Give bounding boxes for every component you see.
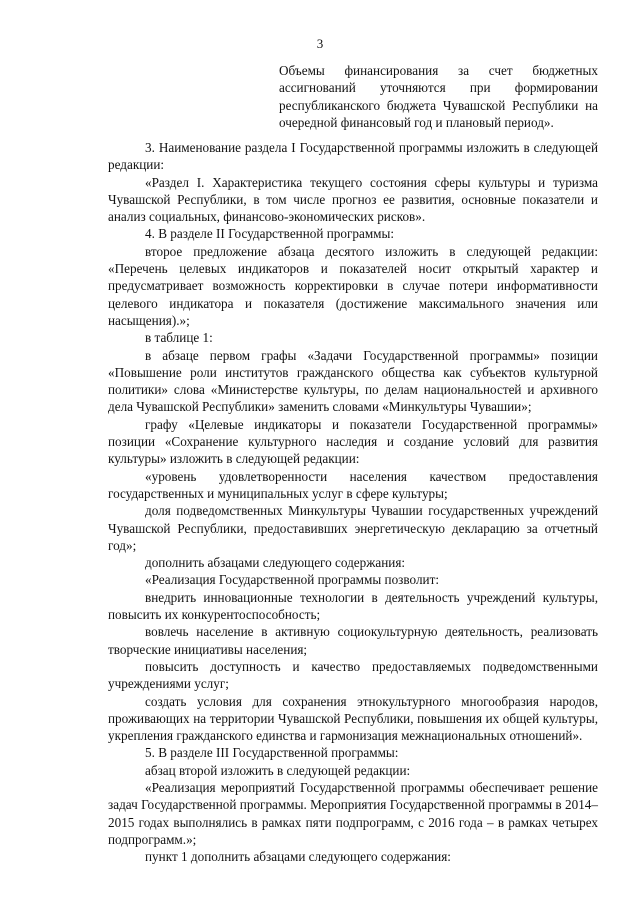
paragraph: в таблице 1: (145, 330, 213, 346)
paragraph: дополнить абзацами следующего содержания: (145, 555, 406, 571)
paragraph: «Реализация Государственной программы позволит: (145, 572, 440, 588)
page-number: 3 (316, 36, 324, 51)
paragraph: графу «Целевые индикаторы и показатели Государственной программы» позиции «Сохранение культурного наследия и создание условий для развития культуры» изложить в следующей редакции: (108, 416, 598, 467)
paragraph: «Реализация мероприятий Государственной программы обеспечивает решение задач Государственной программы. Мероприятия Государственной программы в 2014–2015 годах выполнялись в рамках пяти подпрограмм, с 2016 года – в рамках четырех подпрограмм.»; (108, 779, 598, 847)
paragraph: «уровень удовлетворенности населения качеством предоставления государственных и муниципальных услуг в сфере культуры; (108, 468, 598, 501)
paragraph: в абзаце первом графы «Задачи Государственной программы» позиции «Повышение роли институтов гражданского общества как субъектов культурной политики» слова «Министерстве культуры, по делам национальностей и архивного дела Чувашской Республики» заменить словами «Минкультуры Чувашии»; (108, 347, 598, 415)
paragraph: внедрить инновационные технологии в деятельность учреждений культуры, повысить их конкурентоспособность; (108, 589, 598, 623)
paragraph: создать условия для сохранения этнокультурного многообразия народов, проживающих на территории Чувашской Республики, повышения их общей культуры, укрепления гражданского единства и гармонизация межнациональных отношений». (108, 693, 598, 744)
paragraph: 4. В разделе II Государственной программы: (145, 226, 395, 242)
paragraph: повысить доступность и качество предоставляемых подведомственными учреждениями услуг; (108, 658, 598, 692)
paragraph: второе предложение абзаца десятого изложить в следующей редакции: «Перечень целевых индикаторов и показателей носит открытый характер и предусматривает возможность корректировки в случае потери информативности целевого индикатора и показателя (достижение максимального значения или насыщения).»; (108, 243, 598, 328)
paragraph: доля подведомственных Минкультуры Чувашии государственных учреждений Чувашской Республики, предоставивших энергетическую декларацию за отчетный год»; (108, 503, 598, 553)
paragraph: абзац второй изложить в следующей редакции: (145, 762, 411, 778)
funding-note: Объемы финансирования за счет бюджетных ассигнований уточняются при формировании республиканского бюджета Чувашской Республики на очередной финансовый год и плановый период». (279, 63, 598, 130)
paragraph: 5. В разделе III Государственной программы: (145, 745, 399, 761)
paragraph: пункт 1 дополнить абзацами следующего содержания: (145, 849, 451, 865)
document-body (108, 139, 598, 865)
paragraph: вовлечь население в активную социокультурную деятельность, реализовать творческие инициативы населения; (108, 624, 598, 657)
paragraph: «Раздел I. Характеристика текущего состояния сферы культуры и туризма Чувашской Республики, в том числе прогноз ее развития, основные показатели и анализ социальных, финансово-экономических рисков». (108, 174, 598, 225)
paragraph: 3. Наименование раздела I Государственной программы изложить в следующей редакции: (108, 140, 598, 173)
